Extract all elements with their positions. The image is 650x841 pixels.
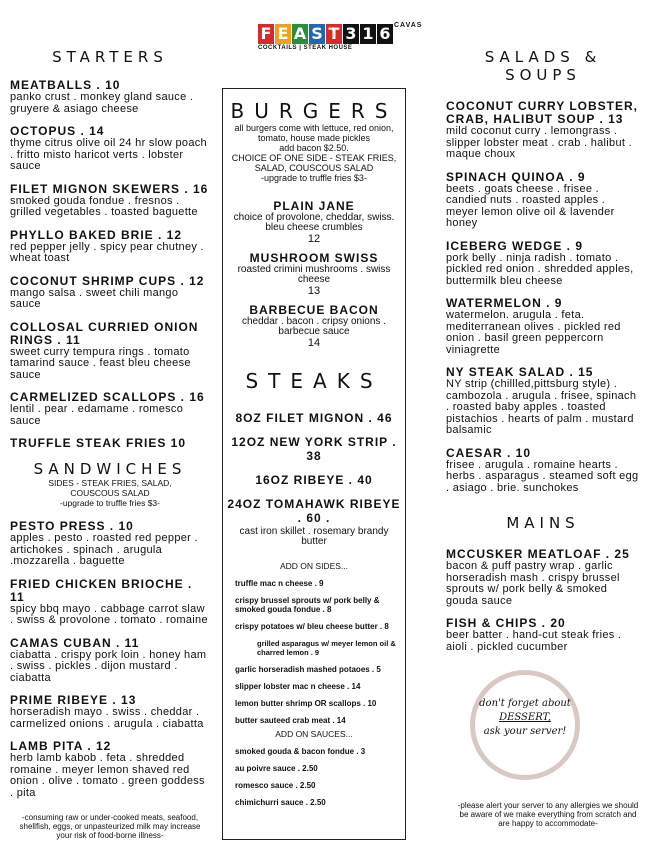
- burger-description: roasted crimini mushrooms . swiss cheese: [237, 264, 391, 285]
- sandwich-item-description: herb lamb kabob . feta . shredded romaine . meyer lemon shaved red onion . olive . tomato . green goddess . pita: [10, 752, 205, 799]
- salad-item: [446, 447, 640, 495]
- sandwich-item-name: FRIED CHICKEN BRIOCHE . 11: [10, 576, 193, 604]
- sandwich-item-description: apples . pesto . roasted red pepper . artichokes . spinach . arugula .mozzarella . baguette: [10, 532, 198, 567]
- steaks-list: [227, 411, 401, 525]
- steak-item: 24OZ TOMAHAWK RIBEYE . 60 .: [227, 497, 401, 525]
- sandwich-item-description: horseradish mayo . swiss . cheddar . carmelized onions . arugula . ciabatta: [10, 706, 204, 730]
- starter-item: [10, 229, 210, 265]
- starter-item-description: lentil . pear . edamame . romesco sauce: [10, 403, 184, 427]
- burgers-sides-note: CHOICE OF ONE SIDE - STEAK FRIES, SALAD, COUSCOUS SALAD: [231, 153, 397, 173]
- salad-item: [446, 240, 640, 288]
- salad-item-description: NY strip (chillled,pittsburg style) . cambozola . arugula . frisee, spinach . roasted baby apples . toasted pistachios . hearts of palm . mustard balsamic: [446, 378, 637, 436]
- starter-item-description: smoked gouda fondue . fresnos . grilled vegetables . toasted baguette: [10, 194, 198, 218]
- addon-sauce-item: romesco sauce . 2.50: [235, 781, 316, 790]
- salad-item-name: NY STEAK SALAD . 15: [446, 365, 594, 379]
- logo-cavas: CAVAS: [394, 22, 423, 29]
- burger-name: PLAIN JANE: [273, 199, 355, 213]
- dessert-line-1: don't forget about: [479, 698, 571, 709]
- logo-letter: A: [293, 24, 307, 43]
- starter-item: [10, 79, 210, 115]
- salad-item-description: beets . goats cheese . frisee . candied nuts . roasted apples . meyer lemon olive oil & lavender honey: [446, 182, 615, 229]
- dessert-line-2: DESSERT,: [499, 712, 551, 723]
- logo-letters: [258, 24, 398, 44]
- burger-item: [227, 199, 401, 245]
- salad-item-description: pork belly . ninja radish . tomato . pickled red onion . shredded apples, buttermilk bleu cheese: [446, 251, 634, 287]
- logo: [258, 22, 423, 56]
- starter-item-description: panko crust . monkey gland sauce . gruyere & asiago cheese: [10, 91, 194, 115]
- salad-item-description: mild coconut curry . lemongrass . slipper lobster meat . crab . halibut . maque choux: [446, 125, 632, 160]
- sandwiches-list: [10, 520, 210, 799]
- raw-food-disclaimer: -consuming raw or under-cooked meats, seafood, shellfish, eggs, or unpasteurized milk may increase your risk of food-borne illness-: [19, 813, 201, 840]
- burger-item: [227, 303, 401, 349]
- starter-item: [10, 183, 210, 219]
- addon-sides-list: [227, 579, 401, 725]
- salad-item: [446, 366, 640, 437]
- burger-price: 13: [307, 285, 321, 297]
- starter-item: [10, 125, 210, 173]
- sandwich-item: [10, 520, 210, 568]
- starter-item-description: red pepper jelly . spicy pear chutney . wheat toast: [10, 240, 204, 264]
- steak-item: 12OZ NEW YORK STRIP . 38: [231, 435, 397, 463]
- addon-side-item: slipper lobster mac n cheese . 14: [235, 682, 361, 691]
- main-item: [446, 548, 640, 607]
- burger-name: BARBECUE BACON: [249, 303, 379, 317]
- sandwich-item-name: LAMB PITA . 12: [10, 739, 112, 753]
- addon-sauces-title: ADD ON SAUCES...: [275, 729, 353, 739]
- burger-price: 12: [307, 233, 321, 245]
- sandwiches-title: SANDWICHES: [33, 460, 187, 478]
- logo-letter: 3: [343, 24, 359, 44]
- addon-sauce-item: au poivre sauce . 2.50: [235, 764, 318, 773]
- tomahawk-description: cast iron skillet . rosemary brandy butter: [239, 526, 389, 547]
- sandwich-item: [10, 637, 210, 685]
- dessert-reminder-stamp: [470, 670, 580, 780]
- addon-sauce-item: smoked gouda & bacon fondue . 3: [235, 747, 366, 756]
- addon-side-item: lemon butter shrimp OR scallops . 10: [235, 699, 377, 708]
- burger-price: 14: [307, 337, 321, 349]
- sandwich-item: [10, 578, 210, 627]
- starter-item-name: COLLOSAL CURRIED ONION RINGS . 11: [10, 319, 199, 347]
- burgers-upgrade-note: -upgrade to truffle fries $3-: [261, 173, 367, 183]
- addon-sauce-item: chimichurri sauce . 2.50: [235, 798, 326, 807]
- burgers-list: [227, 199, 401, 349]
- dessert-line-3: ask your server!: [483, 726, 567, 737]
- main-item-name: MCCUSKER MEATLOAF . 25: [446, 547, 630, 561]
- logo-letter: T: [326, 24, 342, 44]
- logo-letter: 1: [360, 24, 376, 44]
- logo-letter: F: [258, 24, 274, 44]
- addon-sauces-list: [227, 747, 401, 807]
- starter-item: [10, 321, 210, 382]
- main-item: [446, 617, 640, 653]
- burgers-title: BURGERS: [230, 99, 398, 123]
- main-item-name: FISH & CHIPS . 20: [446, 616, 566, 630]
- starter-item: [10, 437, 210, 450]
- main-item-description: bacon & puff pastry wrap . garlic horseradish mash . crispy brussel sprouts w/ pork belly & smoked gouda sauce: [446, 560, 620, 607]
- mains-title: MAINS: [506, 514, 580, 532]
- salad-item-description: frisee . arugula . romaine hearts . herbs . asparagus . steamed soft egg . asiago . brie. sunchokes: [446, 458, 639, 494]
- burger-name: MUSHROOM SWISS: [249, 251, 379, 265]
- logo-letter: S: [309, 24, 325, 44]
- sandwich-item-description: spicy bbq mayo . cabbage carrot slaw . swiss & provolone . tomato . romaine: [10, 602, 208, 626]
- starter-item-description: sweet curry tempura rings . tomato tamarind sauce . feast bleu cheese sauce: [10, 345, 191, 381]
- starter-item-description: mango salsa . sweet chili mango sauce: [10, 286, 179, 310]
- salad-item-name: ICEBERG WEDGE . 9: [446, 238, 584, 253]
- starter-item-name: FILET MIGNON SKEWERS . 16: [10, 181, 209, 196]
- salad-item-name: SPINACH QUINOA . 9: [446, 169, 586, 184]
- burger-description: cheddar . bacon . cripsy onions . barbecue sauce: [242, 316, 386, 337]
- sandwiches-sides-note: SIDES - STEAK FRIES, SALAD, COUSCOUS SALAD: [48, 478, 172, 498]
- salad-item-name: WATERMELON . 9: [446, 296, 563, 310]
- burger-description: choice of provolone, cheddar, swiss. bleu cheese crumbles: [233, 212, 395, 233]
- addon-side-item: garlic horseradish mashed potaoes . 5: [235, 665, 381, 674]
- salads-list: [446, 100, 640, 494]
- burgers-bacon-note: add bacon $2.50.: [279, 143, 349, 153]
- salad-item: [446, 100, 640, 161]
- center-panel: [222, 88, 406, 840]
- starter-item: [10, 391, 210, 427]
- logo-letter: E: [275, 24, 291, 44]
- addon-side-item: grilled asparagus w/ meyer lemon oil & charred lemon . 9: [257, 639, 396, 657]
- addon-side-item: butter sauteed crab meat . 14: [235, 716, 346, 725]
- steak-item: 8OZ FILET MIGNON . 46: [235, 411, 393, 425]
- right-column: [446, 48, 640, 663]
- allergy-note: -please alert your server to any allergies we should be aware of we make everything from scratch and are happy to accommodate-: [457, 801, 639, 828]
- addon-side-item: crispy brussel sprouts w/ pork belly & smoked gouda fondue . 8: [235, 596, 380, 614]
- addon-side-item: crispy potatoes w/ bleu cheese butter . 8: [235, 622, 389, 631]
- logo-tagline: COCKTAILS | STEAK HOUSE: [258, 45, 353, 51]
- salads-title: SALADS & SOUPS: [484, 48, 602, 84]
- addon-side-item: truffle mac n cheese . 9: [235, 579, 324, 588]
- starter-item-description: thyme citrus olive oil 24 hr slow poach . fritto misto haricot verts . lobster sauce: [10, 137, 207, 172]
- starter-item-name: MEATBALLS . 10: [10, 78, 121, 92]
- addon-sides-title: ADD ON SIDES...: [279, 561, 348, 571]
- burger-item: [227, 251, 401, 297]
- salad-item: [446, 171, 640, 230]
- sandwich-item: [10, 694, 210, 730]
- mains-list: [446, 548, 640, 653]
- starter-item-name: TRUFFLE STEAK FRIES 10: [10, 436, 187, 450]
- left-column: [10, 48, 210, 840]
- burgers-note: all burgers come with lettuce, red onion, tomato, house made pickles: [234, 123, 394, 143]
- starter-item-name: COCONUT SHRIMP CUPS . 12: [10, 273, 205, 288]
- sandwich-item-description: ciabatta . crispy pork loin . honey ham . swiss . pickles . dijon mustard . ciabatta: [10, 648, 207, 684]
- salad-item-name: CAESAR . 10: [446, 445, 532, 460]
- salad-item: [446, 297, 640, 356]
- sandwich-item-name: PESTO PRESS . 10: [10, 519, 134, 533]
- steak-item: 16OZ RIBEYE . 40: [255, 473, 373, 487]
- sandwich-item-name: CAMAS CUBAN . 11: [10, 635, 140, 650]
- logo-letter: 6: [377, 24, 393, 44]
- starter-item-name: CARMELIZED SCALLOPS . 16: [10, 390, 205, 404]
- steaks-title: STEAKS: [245, 369, 383, 393]
- salad-item-description: watermelon. arugula . feta. mediterranean olives . pickled red onion . basil green peppercorn viniagrette: [446, 309, 621, 356]
- starter-item-name: OCTOPUS . 14: [10, 124, 105, 138]
- salad-item-name: COCONUT CURRY LOBSTER, CRAB, HALIBUT SOUP . 13: [446, 99, 639, 126]
- starters-title: STARTERS: [52, 48, 168, 66]
- sandwich-item: [10, 740, 210, 799]
- sandwich-item-name: PRIME RIBEYE . 13: [10, 693, 137, 707]
- starter-item-name: PHYLLO BAKED BRIE . 12: [10, 227, 183, 242]
- main-item-description: beer batter . hand-cut steak fries . aioli . pickled cucumber: [446, 629, 622, 653]
- starters-list: [10, 79, 210, 450]
- sandwiches-upgrade-note: -upgrade to truffle fries $3-: [59, 498, 160, 508]
- starter-item: [10, 275, 210, 311]
